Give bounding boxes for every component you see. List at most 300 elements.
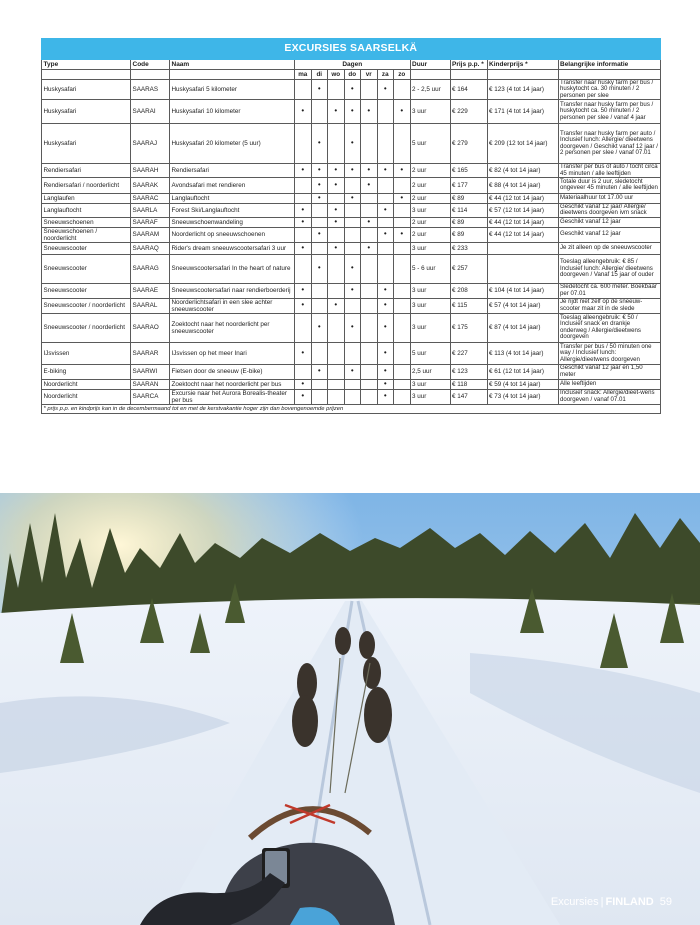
day-cell bbox=[377, 283, 394, 298]
footer-section: Excursies bbox=[550, 896, 599, 908]
header-code: Code bbox=[131, 60, 170, 70]
day-header: ma bbox=[295, 70, 312, 80]
day-cell bbox=[295, 298, 312, 313]
cell-code: SAARAH bbox=[131, 164, 170, 178]
cell-duur: 2,5 uur bbox=[410, 364, 450, 379]
cell-naam: IJsvissen op het meer Inari bbox=[170, 342, 295, 364]
cell-kinderprijs: € 123 (4 tot 14 jaar) bbox=[487, 80, 558, 100]
day-cell bbox=[311, 80, 328, 100]
table-row bbox=[42, 193, 661, 203]
cell-naam: Huskysafari 20 kilometer (5 uur) bbox=[170, 124, 295, 164]
cell-duur: 3 uur bbox=[410, 298, 450, 313]
cell-prijs: € 233 bbox=[450, 242, 487, 254]
day-available-dot: • bbox=[301, 391, 305, 401]
day-cell bbox=[361, 298, 378, 313]
day-cell bbox=[328, 80, 345, 100]
day-available-dot: • bbox=[317, 138, 321, 148]
day-cell bbox=[311, 379, 328, 389]
day-available-dot: • bbox=[383, 366, 387, 376]
cell-type: Noorderlicht bbox=[42, 379, 131, 389]
day-header: do bbox=[344, 70, 361, 80]
day-cell bbox=[344, 389, 361, 404]
day-available-dot: • bbox=[334, 204, 338, 214]
day-cell bbox=[328, 298, 345, 313]
cell-code: SAARAL bbox=[131, 298, 170, 313]
cell-prijs: € 175 bbox=[450, 313, 487, 342]
cell-type: Langlaufen bbox=[42, 193, 131, 203]
day-cell bbox=[394, 227, 411, 242]
day-cell bbox=[361, 389, 378, 404]
day-cell bbox=[394, 177, 411, 193]
cell-info: Transfer naar husky farm per bus / huskytocht ca. 50 minuten / 2 personen per slee / vanaf 4 jaar bbox=[558, 100, 660, 124]
cell-code: SAARWI bbox=[131, 364, 170, 379]
table-row bbox=[42, 242, 661, 254]
cell-naam: Noorderlicht op sneeuwschoenen bbox=[170, 227, 295, 242]
table-row bbox=[42, 124, 661, 164]
cell-naam: Sneeuwschoenwandeling bbox=[170, 217, 295, 227]
day-cell bbox=[295, 364, 312, 379]
cell-kinderprijs: € 87 (4 tot 14 jaar) bbox=[487, 313, 558, 342]
cell-type: Rendiersafari / noorderlicht bbox=[42, 177, 131, 193]
day-cell bbox=[361, 177, 378, 193]
day-available-dot: • bbox=[400, 165, 404, 175]
cell-type: Sneeuwscooter bbox=[42, 242, 131, 254]
day-available-dot: • bbox=[317, 322, 321, 332]
day-cell bbox=[344, 177, 361, 193]
day-available-dot: • bbox=[350, 193, 354, 202]
day-cell bbox=[344, 100, 361, 124]
cell-naam: Rendiersafari bbox=[170, 164, 295, 178]
day-cell bbox=[295, 177, 312, 193]
cell-duur: 2 - 2,5 uur bbox=[410, 80, 450, 100]
day-header: za bbox=[377, 70, 394, 80]
day-available-dot: • bbox=[301, 379, 305, 388]
day-available-dot: • bbox=[334, 179, 338, 189]
cell-info: Transfer per bus of auto / tocht circa 45 minuten / alle leeftijden bbox=[558, 164, 660, 178]
header-blank bbox=[131, 70, 170, 80]
day-cell bbox=[311, 364, 328, 379]
day-cell bbox=[377, 217, 394, 227]
header-blank bbox=[410, 70, 450, 80]
cell-naam: Sneeuwscootersafari In the heart of nature bbox=[170, 254, 295, 283]
day-cell bbox=[344, 283, 361, 298]
day-cell bbox=[377, 80, 394, 100]
cell-prijs: € 229 bbox=[450, 100, 487, 124]
cell-kinderprijs: € 57 (4 tot 14 jaar) bbox=[487, 298, 558, 313]
day-cell bbox=[377, 227, 394, 242]
cell-code: SAARAS bbox=[131, 80, 170, 100]
table-row bbox=[42, 254, 661, 283]
day-header: di bbox=[311, 70, 328, 80]
cell-info: Totale duur is 2 uur, sledetocht ongeveer 45 minuten / alle leeftijden bbox=[558, 177, 660, 193]
cell-type: Sneeuwschoenen / noorderlicht bbox=[42, 227, 131, 242]
day-cell bbox=[344, 203, 361, 217]
day-available-dot: • bbox=[317, 179, 321, 189]
header-type: Type bbox=[42, 60, 131, 70]
day-cell bbox=[295, 254, 312, 283]
cell-duur: 3 uur bbox=[410, 203, 450, 217]
page-number: 59 bbox=[659, 896, 672, 908]
day-cell bbox=[311, 254, 328, 283]
day-cell bbox=[394, 283, 411, 298]
day-cell bbox=[328, 203, 345, 217]
cell-naam: Rider's dream sneeuwscootersafari 3 uur bbox=[170, 242, 295, 254]
cell-prijs: € 123 bbox=[450, 364, 487, 379]
day-cell bbox=[394, 254, 411, 283]
day-cell bbox=[328, 164, 345, 178]
day-cell bbox=[361, 379, 378, 389]
cell-kinderprijs: € 73 (4 tot 14 jaar) bbox=[487, 389, 558, 404]
day-cell bbox=[394, 389, 411, 404]
day-cell bbox=[377, 313, 394, 342]
day-cell bbox=[344, 254, 361, 283]
cell-duur: 2 uur bbox=[410, 227, 450, 242]
day-cell bbox=[295, 193, 312, 203]
day-cell bbox=[328, 313, 345, 342]
day-cell bbox=[394, 379, 411, 389]
day-header: vr bbox=[361, 70, 378, 80]
day-cell bbox=[311, 242, 328, 254]
day-cell bbox=[328, 389, 345, 404]
day-cell bbox=[361, 254, 378, 283]
day-cell bbox=[361, 203, 378, 217]
cell-type: Sneeuwscooter bbox=[42, 254, 131, 283]
cell-naam: Forest Ski/Langlauftocht bbox=[170, 203, 295, 217]
day-available-dot: • bbox=[350, 322, 354, 332]
day-cell bbox=[377, 389, 394, 404]
day-cell bbox=[361, 217, 378, 227]
day-cell bbox=[344, 217, 361, 227]
cell-duur: 3 uur bbox=[410, 283, 450, 298]
cell-info: Geschikt vanaf 12 jaar bbox=[558, 227, 660, 242]
cell-naam: Sneeuwscootersafari naar rendierboerderij bbox=[170, 283, 295, 298]
cell-info: Toeslag alleengebruik: € 85 / Inclusief lunch: Allergie/ dieetwens doorgeven / Vanaf 15 jaar of ouder bbox=[558, 254, 660, 283]
cell-duur: 3 uur bbox=[410, 100, 450, 124]
cell-naam: Fietsen door de sneeuw (E-bike) bbox=[170, 364, 295, 379]
day-cell bbox=[344, 227, 361, 242]
day-cell bbox=[295, 227, 312, 242]
day-available-dot: • bbox=[383, 84, 387, 94]
cell-type: Sneeuwschoenen bbox=[42, 217, 131, 227]
cell-info: Alle leeftijden bbox=[558, 379, 660, 389]
table-row bbox=[42, 298, 661, 313]
day-cell bbox=[328, 177, 345, 193]
day-cell bbox=[295, 389, 312, 404]
day-cell bbox=[394, 313, 411, 342]
cell-code: SAARAG bbox=[131, 254, 170, 283]
cell-code: SAARAE bbox=[131, 283, 170, 298]
day-cell bbox=[328, 217, 345, 227]
day-cell bbox=[311, 313, 328, 342]
day-available-dot: • bbox=[334, 106, 338, 116]
cell-type: Huskysafari bbox=[42, 124, 131, 164]
day-cell bbox=[394, 298, 411, 313]
table-row bbox=[42, 217, 661, 227]
day-cell bbox=[377, 100, 394, 124]
day-cell bbox=[344, 124, 361, 164]
day-cell bbox=[394, 164, 411, 178]
day-cell bbox=[328, 242, 345, 254]
cell-info: Transfer per bus / 50 minuten one way / Inclusief lunch: Allergie/dieetwens doorgeven bbox=[558, 342, 660, 364]
day-cell bbox=[328, 100, 345, 124]
cell-type: Huskysafari bbox=[42, 100, 131, 124]
cell-info: Transfer naar husky farm per auto / Inclusief lunch: Allergie/ dieetwens doorgeven / Geschikt vanaf 12 jaar / 2 personen per slee / vanaf 07.01 bbox=[558, 124, 660, 164]
day-available-dot: • bbox=[400, 193, 404, 202]
day-cell bbox=[328, 193, 345, 203]
header-duur: Duur bbox=[410, 60, 450, 70]
day-available-dot: • bbox=[301, 217, 305, 226]
cell-kinderprijs: € 59 (4 tot 14 jaar) bbox=[487, 379, 558, 389]
cell-kinderprijs: € 44 (12 tot 14 jaar) bbox=[487, 217, 558, 227]
cell-code: SAARAI bbox=[131, 100, 170, 124]
day-cell bbox=[394, 203, 411, 217]
day-cell bbox=[377, 298, 394, 313]
cell-type: Sneeuwscooter / noorderlicht bbox=[42, 313, 131, 342]
cell-info: Je zit alleen op de sneeuwscooter bbox=[558, 242, 660, 254]
day-cell bbox=[311, 217, 328, 227]
cell-code: SAARAO bbox=[131, 313, 170, 342]
day-cell bbox=[361, 342, 378, 364]
day-header: zo bbox=[394, 70, 411, 80]
cell-kinderprijs: € 88 (4 tot 14 jaar) bbox=[487, 177, 558, 193]
cell-info: Materiaalhuur tot 17.00 uur bbox=[558, 193, 660, 203]
page-footer bbox=[551, 896, 672, 908]
day-cell bbox=[295, 203, 312, 217]
table-row bbox=[42, 203, 661, 217]
cell-type: Sneeuwscooter / noorderlicht bbox=[42, 298, 131, 313]
cell-type: IJsvissen bbox=[42, 342, 131, 364]
day-cell bbox=[394, 342, 411, 364]
day-cell bbox=[311, 283, 328, 298]
day-cell bbox=[394, 217, 411, 227]
cell-info: Geschikt vanaf 12 jaar/ Allergie/ dieetwens doorgeven ivm snack bbox=[558, 203, 660, 217]
cell-type: Sneeuwscooter bbox=[42, 283, 131, 298]
day-available-dot: • bbox=[334, 242, 338, 252]
day-cell bbox=[394, 242, 411, 254]
day-available-dot: • bbox=[317, 84, 321, 94]
day-available-dot: • bbox=[367, 106, 371, 116]
day-cell bbox=[394, 80, 411, 100]
cell-duur: 5 uur bbox=[410, 342, 450, 364]
cell-info: Toeslag alleengebruik: € 50 / Inclusief snack en drankje onderweg / Allergie/dieetwens doorgeven bbox=[558, 313, 660, 342]
day-available-dot: • bbox=[301, 204, 305, 214]
cell-code: SAARAN bbox=[131, 379, 170, 389]
cell-info: Inclusief snack: Allergie/dieet-wens doorgeven / vanaf 07.01 bbox=[558, 389, 660, 404]
cell-kinderprijs: € 61 (12 tot 14 jaar) bbox=[487, 364, 558, 379]
cell-prijs: € 114 bbox=[450, 203, 487, 217]
header-blank bbox=[170, 70, 295, 80]
day-cell bbox=[311, 177, 328, 193]
day-cell bbox=[328, 254, 345, 283]
header-prijs: Prijs p.p. * bbox=[450, 60, 487, 70]
table-title: EXCURSIES SAARSELKÄ bbox=[42, 39, 661, 60]
day-cell bbox=[361, 164, 378, 178]
cell-type: E-biking bbox=[42, 364, 131, 379]
cell-type: Rendiersafari bbox=[42, 164, 131, 178]
day-cell bbox=[328, 283, 345, 298]
day-cell bbox=[295, 164, 312, 178]
day-available-dot: • bbox=[350, 165, 354, 175]
day-available-dot: • bbox=[350, 84, 354, 94]
day-cell bbox=[344, 164, 361, 178]
cell-prijs: € 89 bbox=[450, 217, 487, 227]
cell-info: Geschikt vanaf 12 jaar en 1,50 meter bbox=[558, 364, 660, 379]
day-cell bbox=[361, 100, 378, 124]
day-cell bbox=[295, 217, 312, 227]
day-available-dot: • bbox=[367, 179, 371, 189]
cell-info: Je rijdt niet zelf op de sneeuw-scooter maar zit in de slede bbox=[558, 298, 660, 313]
day-cell bbox=[361, 242, 378, 254]
day-cell bbox=[377, 164, 394, 178]
cell-prijs: € 208 bbox=[450, 283, 487, 298]
cell-duur: 5 uur bbox=[410, 124, 450, 164]
footer-separator: | bbox=[600, 896, 604, 908]
cell-naam: Avondsafari met rendieren bbox=[170, 177, 295, 193]
day-cell bbox=[361, 80, 378, 100]
cell-type: Langlauftocht bbox=[42, 203, 131, 217]
cell-code: SAARAF bbox=[131, 217, 170, 227]
cell-code: SAARLA bbox=[131, 203, 170, 217]
table-row bbox=[42, 379, 661, 389]
day-cell bbox=[394, 193, 411, 203]
day-cell bbox=[311, 389, 328, 404]
table-row bbox=[42, 100, 661, 124]
day-available-dot: • bbox=[317, 165, 321, 175]
day-cell bbox=[377, 193, 394, 203]
cell-prijs: € 118 bbox=[450, 379, 487, 389]
cell-naam: Zoektocht naar het noorderlicht per bus bbox=[170, 379, 295, 389]
day-cell bbox=[344, 193, 361, 203]
day-cell bbox=[377, 177, 394, 193]
cell-naam: Noorderlichtsafari in een slee achter sneeuwscooter bbox=[170, 298, 295, 313]
cell-info: Sledetocht ca. 600 meter. Boekbaar per 07.01 bbox=[558, 283, 660, 298]
footer-country: FINLAND bbox=[605, 896, 654, 908]
day-cell bbox=[295, 124, 312, 164]
day-available-dot: • bbox=[367, 165, 371, 175]
cell-naam: Langlauftocht bbox=[170, 193, 295, 203]
day-available-dot: • bbox=[383, 379, 387, 388]
day-cell bbox=[377, 203, 394, 217]
cell-kinderprijs: € 113 (4 tot 14 jaar) bbox=[487, 342, 558, 364]
cell-duur: 3 uur bbox=[410, 379, 450, 389]
cell-duur: 3 uur bbox=[410, 313, 450, 342]
cell-kinderprijs: € 171 (4 tot 14 jaar) bbox=[487, 100, 558, 124]
cell-kinderprijs: € 44 (12 tot 14 jaar) bbox=[487, 193, 558, 203]
cell-naam: Excursie naar het Aurora Borealis-theater per bus bbox=[170, 389, 295, 404]
day-available-dot: • bbox=[317, 229, 321, 239]
day-available-dot: • bbox=[301, 285, 305, 295]
day-cell bbox=[361, 227, 378, 242]
cell-code: SAARAK bbox=[131, 177, 170, 193]
cell-info: Transfer naar husky farm per bus / huskytocht ca. 30 minuten / 2 personen per slee bbox=[558, 80, 660, 100]
day-available-dot: • bbox=[301, 300, 305, 310]
cell-prijs: € 115 bbox=[450, 298, 487, 313]
day-cell bbox=[328, 364, 345, 379]
day-cell bbox=[328, 379, 345, 389]
day-cell bbox=[361, 283, 378, 298]
cell-prijs: € 147 bbox=[450, 389, 487, 404]
cell-code: SAARAJ bbox=[131, 124, 170, 164]
cell-kinderprijs: € 82 (4 tot 14 jaar) bbox=[487, 164, 558, 178]
day-cell bbox=[295, 313, 312, 342]
day-cell bbox=[311, 193, 328, 203]
table-row bbox=[42, 164, 661, 178]
day-cell bbox=[377, 364, 394, 379]
day-cell bbox=[377, 342, 394, 364]
day-available-dot: • bbox=[350, 263, 354, 273]
table-row bbox=[42, 313, 661, 342]
day-cell bbox=[328, 342, 345, 364]
day-cell bbox=[311, 124, 328, 164]
cell-prijs: € 164 bbox=[450, 80, 487, 100]
day-cell bbox=[361, 193, 378, 203]
day-available-dot: • bbox=[383, 285, 387, 295]
day-cell bbox=[295, 379, 312, 389]
cell-code: SAARAC bbox=[131, 193, 170, 203]
cell-duur: 2 uur bbox=[410, 164, 450, 178]
day-cell bbox=[377, 242, 394, 254]
table-row bbox=[42, 227, 661, 242]
day-cell bbox=[344, 342, 361, 364]
cell-naam: Huskysafari 10 kilometer bbox=[170, 100, 295, 124]
cell-kinderprijs: € 57 (12 tot 14 jaar) bbox=[487, 203, 558, 217]
day-available-dot: • bbox=[317, 263, 321, 273]
day-available-dot: • bbox=[301, 242, 305, 252]
table-body bbox=[42, 80, 661, 405]
header-blank bbox=[558, 70, 660, 80]
header-blank bbox=[450, 70, 487, 80]
table-row bbox=[42, 389, 661, 404]
header-blank bbox=[487, 70, 558, 80]
day-cell bbox=[344, 242, 361, 254]
excursions-table-container bbox=[41, 38, 659, 414]
day-cell bbox=[394, 100, 411, 124]
day-cell bbox=[295, 283, 312, 298]
day-available-dot: • bbox=[400, 106, 404, 116]
day-available-dot: • bbox=[301, 106, 305, 116]
day-cell bbox=[295, 342, 312, 364]
day-cell bbox=[311, 203, 328, 217]
day-cell bbox=[377, 124, 394, 164]
day-cell bbox=[295, 100, 312, 124]
husky-sled-photo bbox=[0, 493, 700, 925]
cell-kinderprijs: € 104 (4 tot 14 jaar) bbox=[487, 283, 558, 298]
header-kinderprijs: Kinderprijs * bbox=[487, 60, 558, 70]
day-available-dot: • bbox=[317, 366, 321, 376]
cell-prijs: € 279 bbox=[450, 124, 487, 164]
header-info: Belangrijke informatie bbox=[558, 60, 660, 70]
table-row bbox=[42, 364, 661, 379]
day-cell bbox=[377, 254, 394, 283]
day-cell bbox=[344, 298, 361, 313]
day-available-dot: • bbox=[301, 165, 305, 175]
day-cell bbox=[361, 124, 378, 164]
cell-duur: 2 uur bbox=[410, 193, 450, 203]
cell-type: Noorderlicht bbox=[42, 389, 131, 404]
cell-prijs: € 165 bbox=[450, 164, 487, 178]
day-available-dot: • bbox=[383, 391, 387, 401]
cell-kinderprijs bbox=[487, 254, 558, 283]
day-available-dot: • bbox=[301, 347, 305, 357]
day-cell bbox=[311, 100, 328, 124]
day-available-dot: • bbox=[350, 366, 354, 376]
day-available-dot: • bbox=[317, 193, 321, 202]
header-dagen: Dagen bbox=[295, 60, 411, 70]
day-cell bbox=[344, 80, 361, 100]
day-cell bbox=[295, 80, 312, 100]
day-cell bbox=[328, 227, 345, 242]
day-available-dot: • bbox=[350, 106, 354, 116]
